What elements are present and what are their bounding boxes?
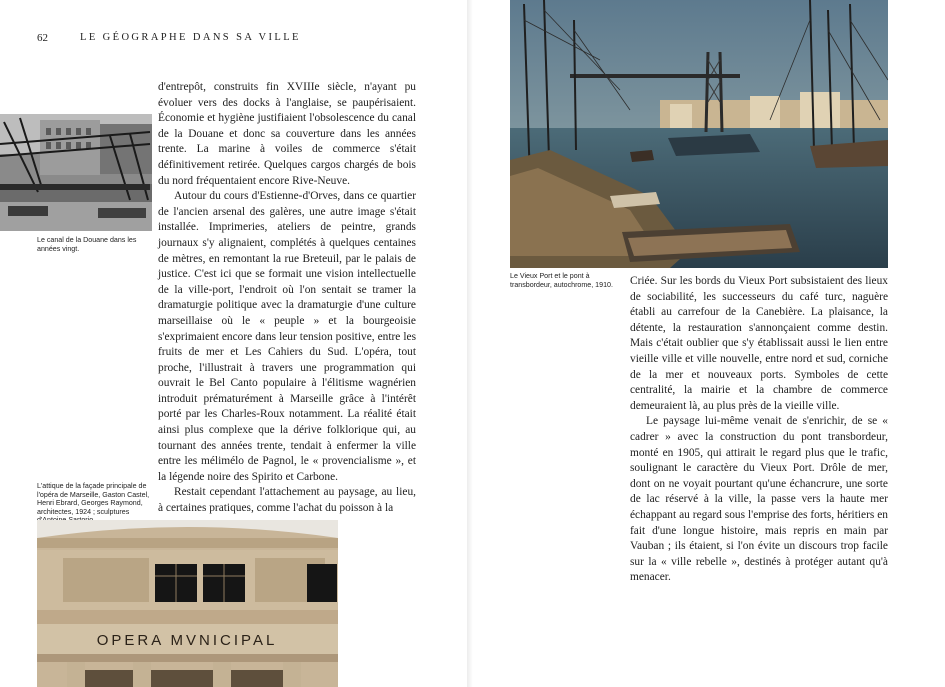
page-number: 62: [37, 32, 48, 44]
running-title: LE GÉOGRAPHE DANS SA VILLE: [80, 32, 301, 43]
canal-photo: [0, 114, 152, 231]
opera-sign-text: OPERA MVNICIPAL: [96, 632, 278, 649]
vieux-port-illustration: [510, 0, 888, 268]
paragraph: Restait cependant l'attachement au paysage, au lieu, à certaines pratiques, comme l'achat du poisson à la: [158, 486, 416, 515]
paragraph: d'entrepôt, construits fin XVIIIe siècle, n'ayant pu évoluer vers des docks à l'anglaise, se paupérisaient. Économie et hygiène justifiaient l'obsolescence du canal de la Douane et donc sa couverture dans les années trente. La marine à voiles de commerce s'était définitivement retirée. Quelques cargos chargés de bois du nord fréquentaient encore Rive-Neuve.: [158, 81, 416, 187]
caption-canal: Le canal de la Douane dans les années vingt.: [37, 236, 137, 253]
paragraph: Criée. Sur les bords du Vieux Port subsistaient des lieux de sociabilité, les successeurs du café turc, naguère établi au carrefour de la Canebière. La plaisance, la détente, la restauration s'annonçaient comme destin. Mais c'était oublier que s'y établissait aussi le lien entre vieille ville et ville nouvelle, entre nord et sud, corniche de la mer et nouveaux ports. Symboles de cette centralité, la mairie et la chambre de commerce demeuraient là, au plus près de la vieille ville.: [630, 275, 888, 412]
canal-illustration: [0, 114, 152, 231]
left-column-text: [158, 80, 416, 517]
opera-photo: [37, 520, 338, 687]
paragraph: Le paysage lui-même venait de s'enrichir, de se « cadrer » avec la construction du pont transbordeur, monté en 1905, qui attirait le regard plus que le trafic, soulignant le caractère du Vieux Port. Drôle de mer, dont on ne voyait pourtant qu'une échancrure, une sorte de lac réservé à la ville, la passe vers la haute mer échappant au regard sous l'emprise des forts, héritiers en fait d'une longue histoire, mais repris en main par Vauban ; ils étaient, si l'on évite un discours trop facile sur la « ville rebelle », destinés à protéger autant qu'à menacer.: [630, 415, 888, 584]
caption-opera: L'attique de la façade principale de l'opéra de Marseille, Gaston Castel, Henri Ebrard, Georges Raymond, architectes, 1924 ; sculptures: [37, 482, 150, 516]
opera-facade-illustration: [37, 520, 338, 687]
vieux-port-photo: [510, 0, 888, 268]
right-column-text: [630, 274, 888, 586]
paragraph: Autour du cours d'Estienne-d'Orves, dans ce quartier de l'ancien arsenal des galères, une autre image s'était installée. Imprimeries, ateliers de peintre, grands journaux s'y alignaient, complétés à quelques centaines de mètres, en remontant la rue Breteuil, par le palais de justice. C'est ici que se formait une vision intellectuelle de la ville-port, l'endroit où l'on sentait se tramer la dramaturgie politique avec la dramaturgie d'une culture marseillaise où le « peuple » et la bourgeoisie s'exprimaient encore dans leur tension positive, entre les fruits de mer et Les Cahiers du Sud. L'opéra, tout proche, l'illustrait à travers une programmation qui ouvrait le Bel Canto populaire à l'élitisme wagnérien introduit prématurément à Marseille grâce à l'intérêt porté par les Charles-Roux notamment. La réalité était ainsi plus complexe que la dérive folklorique qui, au tournant des années trente, tendait à enfermer la ville entre les mélimélo de Pagnol, le « provencialisme », et la légende noire des Spirito et Carbone.: [158, 190, 416, 483]
book-gutter: [467, 0, 477, 687]
caption-vieux-port: Le Vieux Port et le pont à transbordeur, autochrome, 1910.: [510, 272, 613, 289]
